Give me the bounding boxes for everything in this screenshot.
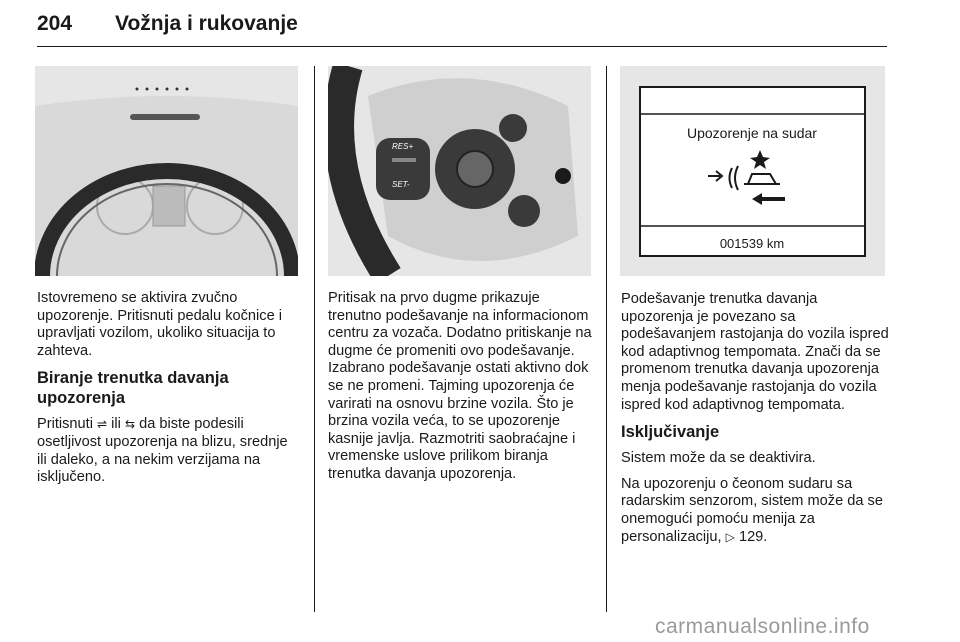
column-1 xyxy=(37,290,300,495)
col3-paragraph-1: Podešavanje trenutka davanja upozorenja je povezano sa podešavanjem rastojanja do vozila ispred kod adaptivnog tempomata. Znači da se promenom trenutka davanja upozorenja menja podešavanje rastojanja do vozila ispred kod adaptivnog tempomata. xyxy=(621,291,889,413)
column-3 xyxy=(621,291,889,554)
page-header xyxy=(37,6,887,48)
col3-paragraph-3: Na upozorenju o čeonom sudaru sa radarskim senzorom, sistem može da se onemogući pomoću menija za personalizaciju, ▷ 129. xyxy=(621,475,883,545)
header-rule xyxy=(37,46,887,47)
figure-collision-warning-display xyxy=(620,66,885,276)
col3-heading: Isključivanje xyxy=(621,423,720,442)
column-divider-2 xyxy=(606,66,607,612)
odometer: 001539 km xyxy=(719,236,785,251)
res-label: RES+ xyxy=(392,142,414,151)
col2-paragraph-1: Pritisak na prvo dugme prikazuje trenutno podešavanje na informacionom centru za vozača. Dodatno pritiskanje na dugme će promeniti ovo podešavanje. Izabrano podešavanje ostati aktivno dok se ne promeni. Tajming upozorenja će varirati na osnovu brzine vozila. Što je brzina vozila veća, to se upozorenje kasnije javlja. Razmotriti saobraćajne i vremenske uslove prilikom biranja trenutka davanja upozorenja. xyxy=(328,290,592,482)
col1-paragraph-2: Pritisnuti ⇌ ili ⇆ da biste podesili osetljivost upozorenja na blizu, srednje ili daleko, a na nekim verzijama na isključeno. xyxy=(37,416,288,486)
page-number: 204 xyxy=(37,12,73,35)
figure-steering-wheel-buttons xyxy=(328,66,591,276)
set-label: SET- xyxy=(392,180,410,189)
column-divider-1 xyxy=(314,66,315,612)
display-title: Upozorenje na sudar xyxy=(687,125,817,141)
col3-paragraph-2: Sistem može da se deaktivira. xyxy=(621,450,816,467)
watermark: carmanualsonline.info xyxy=(655,615,870,638)
distance-increase-icon: ⇆ xyxy=(124,417,136,432)
distance-decrease-icon: ⇌ xyxy=(97,417,108,432)
page-reference-link[interactable]: 129. xyxy=(738,528,768,545)
col1-paragraph-1: Istovremeno se aktivira zvučno upozorenje. Pritisnuti pedalu kočnice i upravljati vozilom, ukoliko situacija to zahteva. xyxy=(37,290,282,359)
chapter-title: Vožnja i rukovanje xyxy=(115,12,298,35)
page-reference-icon: ▷ xyxy=(725,529,735,544)
column-2 xyxy=(328,290,594,492)
figure-dashboard-steering-wheel xyxy=(35,66,298,276)
col1-heading: Biranje trenutka davanja upozorenja xyxy=(37,369,229,408)
